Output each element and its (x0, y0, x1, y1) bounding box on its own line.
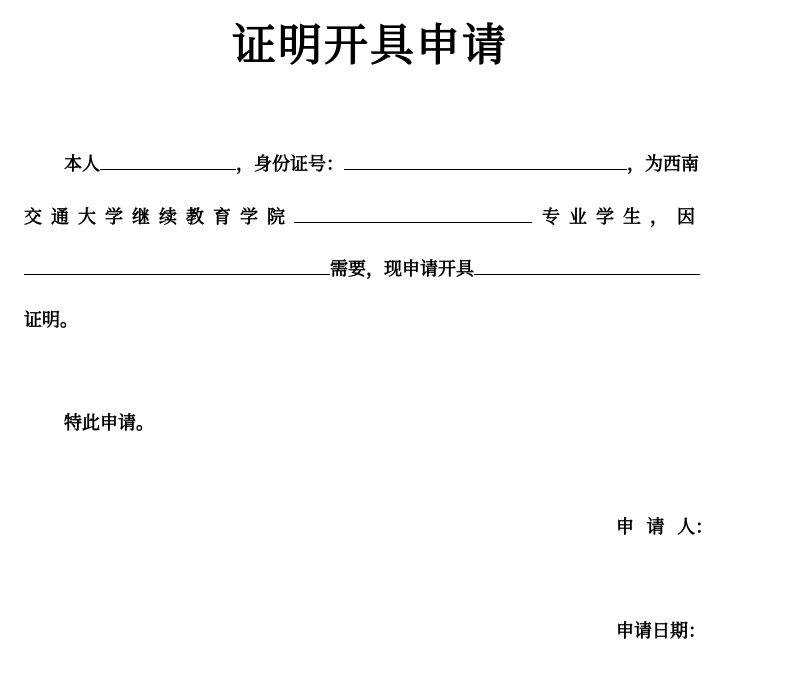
paragraph-line-1 (64, 151, 699, 177)
line2-text-a: 交通大学继续教育学院 (24, 207, 294, 228)
id-number-blank[interactable] (344, 151, 627, 170)
certificate-type-blank[interactable] (474, 256, 700, 275)
line2-text-b: 专业学生，因 (542, 207, 704, 228)
page-title: 证明开具申请 (232, 20, 508, 71)
closing-text: 特此申请。 (64, 413, 154, 434)
paragraph-line-3 (24, 256, 700, 282)
line1-text-c: ，为西南 (627, 154, 699, 175)
line1-text-b: ，身份证号： (236, 154, 344, 175)
line3-text-a: 需要，现申请开具 (330, 259, 474, 280)
applicant-label: 申 请 人： (616, 517, 714, 538)
date-label: 申请日期： (616, 621, 706, 642)
name-blank[interactable] (100, 151, 236, 170)
line1-text-a: 本人 (64, 154, 100, 175)
major-blank[interactable] (294, 204, 532, 223)
paragraph-line-4: 证明。 (24, 310, 78, 331)
paragraph-line-2 (24, 204, 704, 230)
reason-blank[interactable] (24, 256, 330, 275)
